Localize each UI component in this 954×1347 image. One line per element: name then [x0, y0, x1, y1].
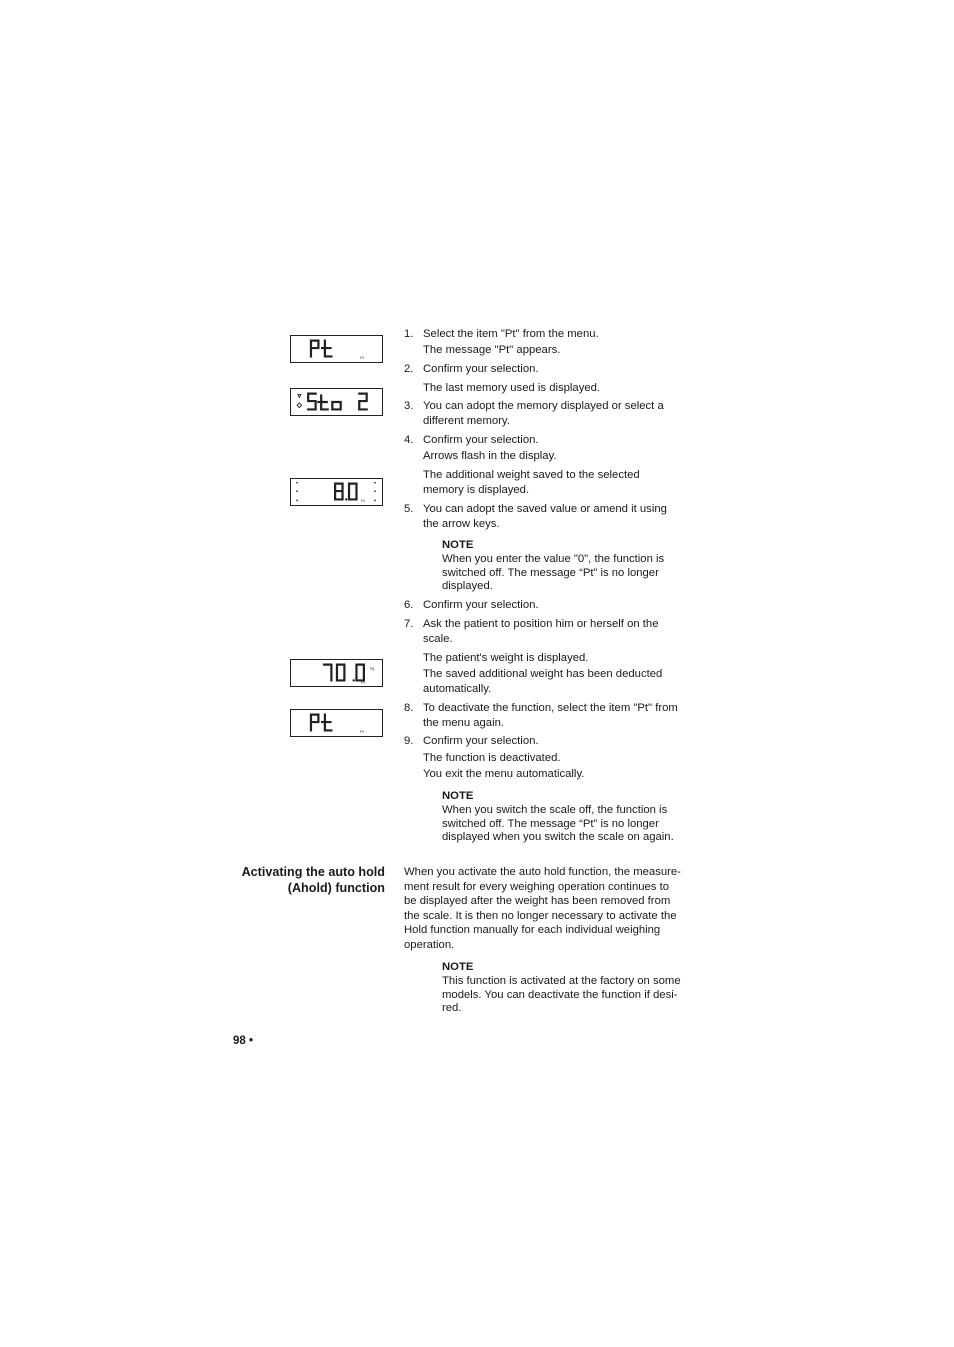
section-paragraph: When you activate the auto hold function, the measure- ment result for every weighing operation continues to be displayed after the weight has been removed from the scale. It is then no longer necessary to activate the Hold function manually for each individual weighing operation.	[404, 866, 681, 951]
svg-text:Pt: Pt	[360, 730, 364, 735]
step-text: Ask the patient to position him or herself on the scale.	[423, 618, 659, 645]
step-text: Confirm your selection.	[423, 735, 539, 747]
svg-text:Pt: Pt	[361, 681, 365, 686]
step-result: The function is deactivated. You exit the menu automatically.	[423, 752, 585, 781]
step-number: 9.	[404, 735, 414, 747]
step-text: Select the item "Pt" from the menu. The message "Pt" appears.	[423, 328, 599, 357]
svg-text:Pt: Pt	[360, 356, 364, 361]
note-box: NOTE When you switch the scale off, the function is switched off. The message “Pt” is no longer displayed when you switch the scale on again.	[442, 789, 694, 845]
step-text: Confirm your selection.	[423, 599, 539, 611]
page-number: 98 •	[233, 1035, 254, 1047]
display-pt-again	[290, 709, 383, 737]
step-number: 2.	[404, 363, 414, 375]
lcd-digits-8-0	[291, 479, 382, 505]
note-heading: NOTE	[442, 790, 474, 802]
step-result: The additional weight saved to the selected memory is displayed.	[423, 469, 640, 496]
step-number: 6.	[404, 599, 414, 611]
step-number: 8.	[404, 702, 414, 714]
lcd-digits-70-0	[291, 660, 382, 686]
step-text: You can adopt the saved value or amend it using the arrow keys.	[423, 503, 667, 530]
step-number: 3.	[404, 400, 414, 412]
step-text: Confirm your selection. Arrows flash in the display.	[423, 434, 557, 463]
note-heading: NOTE	[442, 539, 474, 551]
note-heading: NOTE	[442, 961, 474, 973]
svg-text:Pt: Pt	[361, 499, 365, 504]
lcd-digits-pt-again	[291, 710, 382, 736]
step-number: 1.	[404, 328, 414, 340]
step-result: The patient's weight is displayed. The saved additional weight has been deducted automatically.	[423, 652, 663, 695]
display-8-0	[290, 478, 383, 506]
step-text: You can adopt the memory displayed or select a different memory.	[423, 400, 664, 427]
note-box: NOTE This function is activated at the factory on some models. You can deactivate the function if desi- red.	[442, 960, 694, 1016]
step-number: 5.	[404, 503, 414, 515]
display-sto2	[290, 388, 383, 416]
step-text: To deactivate the function, select the item "Pt" from the menu again.	[423, 702, 678, 729]
step-text: Confirm your selection.	[423, 363, 539, 375]
display-pt	[290, 335, 383, 363]
lcd-digits-sto2	[291, 389, 382, 415]
step-number: 7.	[404, 618, 414, 630]
step-number: 4.	[404, 434, 414, 446]
lcd-digits-pt	[291, 336, 382, 362]
display-70-0	[290, 659, 383, 687]
section-heading: Activating the auto hold (Ahold) function	[241, 865, 385, 895]
svg-text:kg: kg	[370, 666, 375, 671]
note-box: NOTE When you enter the value "0", the function is switched off. The message “Pt” is no longer displayed.	[442, 538, 694, 594]
step-result: The last memory used is displayed.	[423, 382, 601, 394]
